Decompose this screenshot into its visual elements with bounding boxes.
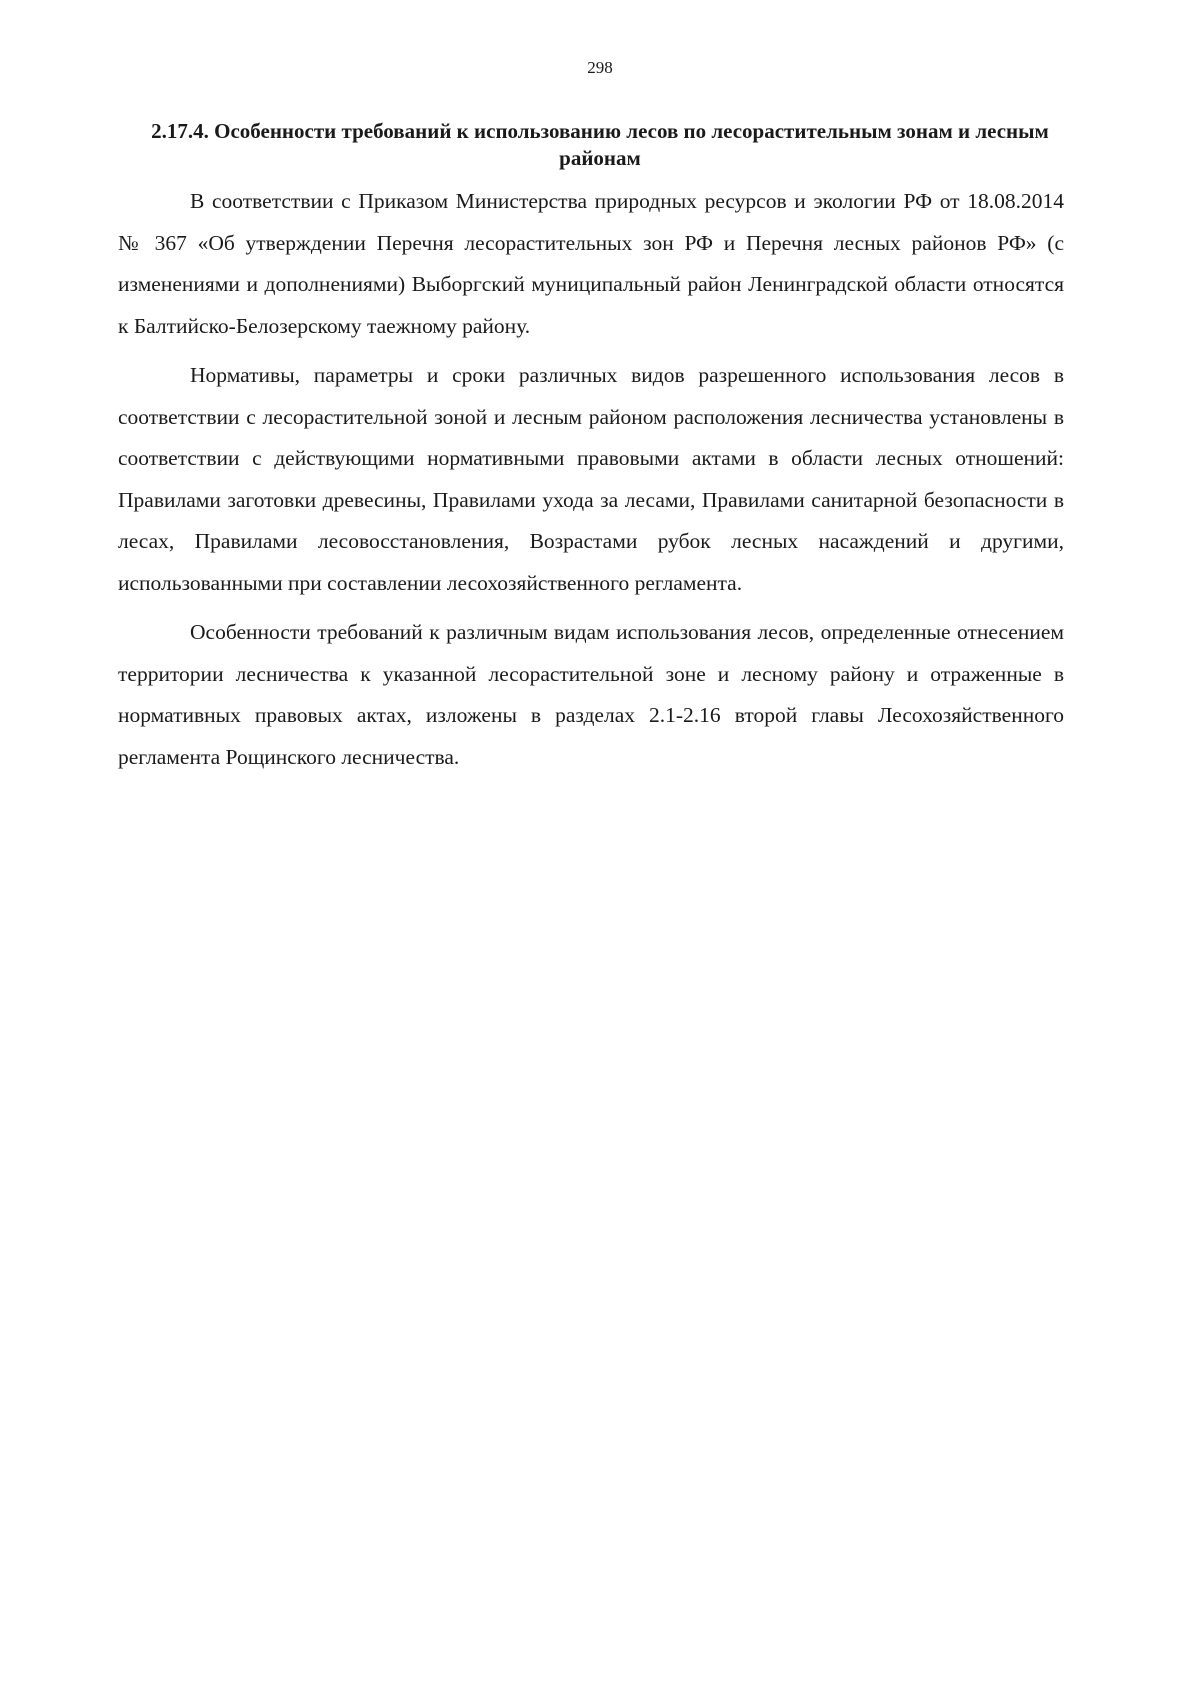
section-heading: 2.17.4. Особенности требований к использованию лесов по лесорастительным зонам и лесным районам — [151, 119, 1049, 170]
paragraph: Нормативы, параметры и сроки различных видов разрешенного использования лесов в соответствии с лесорастительной зоной и лесным районом расположения лесничества установлены в соответствии с действующими нормативными правовыми актами в области лесных отношений: Правилами заготовки древесины, Правилами ухода за лесами, Правилами санитарной безопасности в лесах, Правилами лесовосстановления, Возрастами рубок лесных насаждений и другими, использованными при составлении лесохозяйственного регламента. — [118, 363, 1064, 595]
document-body — [118, 181, 1064, 786]
paragraph: Особенности требований к различным видам использования лесов, определенные отнесением территории лесничества к указанной лесорастительной зоне и лесному району и отраженные в нормативных правовых актах, изложены в разделах 2.1-2.16 второй главы Лесохозяйственного регламента Рощинского лесничества. — [118, 620, 1064, 769]
paragraph: В соответствии с Приказом Министерства природных ресурсов и экологии РФ от 18.08.2014 № 367 «Об утверждении Перечня лесорастительных зон РФ и Перечня лесных районов РФ» (с изменениями и дополнениями) Выборгский муниципальный район Ленинградской области относятся к Балтийско-Белозерскому таежному району. — [118, 189, 1064, 338]
page-number: 298 — [587, 58, 613, 77]
